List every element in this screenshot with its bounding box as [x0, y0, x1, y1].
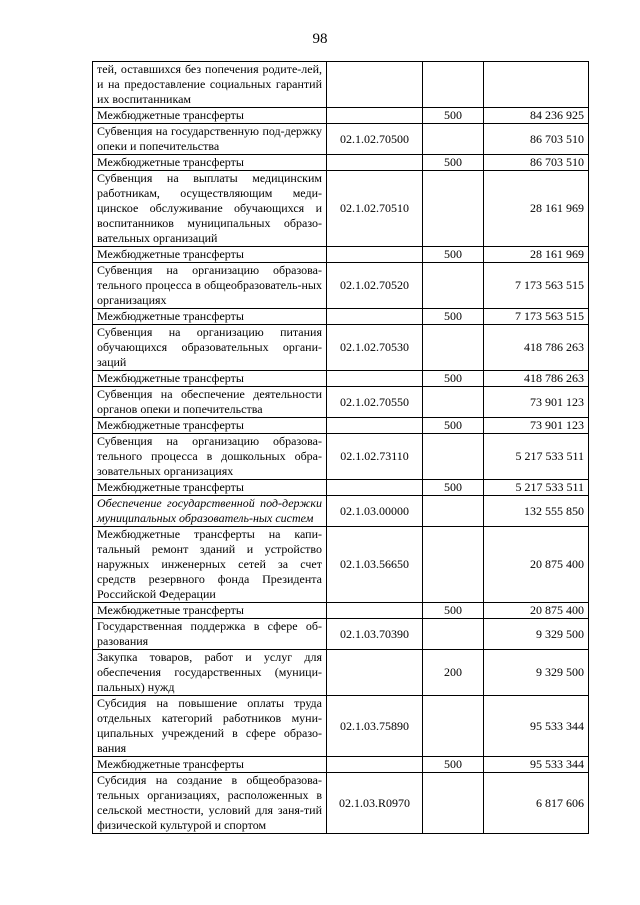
row-name-cell: тей, оставшихся без попечения родите-лей, и на предоставление социальных гарантий их воспитанникам [93, 62, 327, 108]
row-name-cell: Межбюджетные трансферты [93, 480, 327, 496]
row-name-cell: Межбюджетные трансферты [93, 603, 327, 619]
table-row [93, 371, 589, 387]
row-code-cell: 02.1.03.56650 [327, 527, 423, 603]
row-expense-type-cell [423, 619, 484, 650]
page-number: 98 [312, 31, 328, 47]
row-code-cell [327, 108, 423, 124]
row-code-cell: 02.1.03.70390 [327, 619, 423, 650]
table-row [93, 387, 589, 418]
row-sum-cell: 20 875 400 [484, 527, 589, 603]
row-name-cell: Закупка товаров, работ и услуг для обеспечения государственных (муници-пальных) нужд [93, 650, 327, 696]
row-code-cell: 02.1.03.75890 [327, 696, 423, 757]
row-name-cell: Межбюджетные трансферты [93, 757, 327, 773]
row-code-cell [327, 155, 423, 171]
table-row [93, 247, 589, 263]
row-sum-cell: 132 555 850 [484, 496, 589, 527]
table-row [93, 434, 589, 480]
table-row [93, 124, 589, 155]
row-name-cell: Субвенция на организацию образова-тельного процесса в общеобразователь-ных организациях [93, 263, 327, 309]
row-sum-cell: 5 217 533 511 [484, 434, 589, 480]
row-name-cell: Обеспечение государственной под-держки муниципальных образователь-ных систем [93, 496, 327, 527]
row-code-cell: 02.1.03.R0970 [327, 773, 423, 834]
row-name-cell: Межбюджетные трансферты [93, 309, 327, 325]
row-sum-cell: 73 901 123 [484, 418, 589, 434]
row-name-cell: Государственная поддержка в сфере об-разования [93, 619, 327, 650]
row-expense-type-cell: 500 [423, 603, 484, 619]
row-name-cell: Субвенция на выплаты медицинским работникам, осуществляющим меди-цинское обслуживание обучающихся и воспитанников муниципальных образо-вательных организаций [93, 171, 327, 247]
row-code-cell [327, 650, 423, 696]
table-row [93, 480, 589, 496]
row-expense-type-cell: 500 [423, 480, 484, 496]
row-code-cell: 02.1.02.70550 [327, 387, 423, 418]
row-code-cell [327, 62, 423, 108]
row-code-cell: 02.1.02.70520 [327, 263, 423, 309]
row-sum-cell: 418 786 263 [484, 371, 589, 387]
table-row [93, 418, 589, 434]
row-code-cell: 02.1.02.70530 [327, 325, 423, 371]
row-code-cell: 02.1.03.00000 [327, 496, 423, 527]
row-sum-cell: 28 161 969 [484, 171, 589, 247]
row-name-cell: Межбюджетные трансферты [93, 418, 327, 434]
row-sum-cell: 7 173 563 515 [484, 309, 589, 325]
row-sum-cell: 86 703 510 [484, 155, 589, 171]
table-row [93, 108, 589, 124]
row-name-cell: Субсидия на создание в общеобразова-тельных организациях, расположенных в сельской местности, условий для заня-тий физической культурой и спортом [93, 773, 327, 834]
row-code-cell [327, 247, 423, 263]
table-row [93, 527, 589, 603]
row-expense-type-cell [423, 124, 484, 155]
table-row [93, 62, 589, 108]
table-row [93, 496, 589, 527]
table-row [93, 155, 589, 171]
table-row [93, 757, 589, 773]
row-expense-type-cell [423, 263, 484, 309]
table-row [93, 263, 589, 309]
row-name-cell: Межбюджетные трансферты на капи-тальный ремонт зданий и устройство наружных инженерных сетей за счет средств резервного фонда Президента Российской Федерации [93, 527, 327, 603]
row-expense-type-cell: 500 [423, 108, 484, 124]
table-row [93, 171, 589, 247]
row-name-cell: Субвенция на организацию питания обучающихся образовательных органи-заций [93, 325, 327, 371]
table-row [93, 696, 589, 757]
row-sum-cell: 5 217 533 511 [484, 480, 589, 496]
row-name-cell: Межбюджетные трансферты [93, 155, 327, 171]
row-name-cell: Субвенция на организацию образова-тельного процесса в дошкольных обра-зовательных организациях [93, 434, 327, 480]
row-name-cell: Субвенция на обеспечение деятельности органов опеки и попечительства [93, 387, 327, 418]
row-name-cell: Межбюджетные трансферты [93, 371, 327, 387]
row-expense-type-cell [423, 496, 484, 527]
row-name-cell: Субвенция на государственную под-держку опеки и попечительства [93, 124, 327, 155]
row-code-cell: 02.1.02.73110 [327, 434, 423, 480]
table-row [93, 650, 589, 696]
row-expense-type-cell [423, 62, 484, 108]
row-code-cell: 02.1.02.70510 [327, 171, 423, 247]
row-expense-type-cell [423, 527, 484, 603]
row-sum-cell: 7 173 563 515 [484, 263, 589, 309]
row-sum-cell: 95 533 344 [484, 696, 589, 757]
row-name-cell: Межбюджетные трансферты [93, 247, 327, 263]
row-code-cell [327, 418, 423, 434]
row-expense-type-cell: 500 [423, 371, 484, 387]
row-code-cell [327, 480, 423, 496]
row-sum-cell: 28 161 969 [484, 247, 589, 263]
row-sum-cell: 418 786 263 [484, 325, 589, 371]
row-sum-cell [484, 62, 589, 108]
row-expense-type-cell [423, 434, 484, 480]
row-code-cell [327, 757, 423, 773]
row-code-cell [327, 371, 423, 387]
row-sum-cell: 9 329 500 [484, 650, 589, 696]
row-expense-type-cell [423, 171, 484, 247]
budget-table [92, 61, 589, 834]
row-sum-cell: 6 817 606 [484, 773, 589, 834]
row-sum-cell: 73 901 123 [484, 387, 589, 418]
row-code-cell [327, 309, 423, 325]
row-expense-type-cell: 500 [423, 418, 484, 434]
row-code-cell: 02.1.02.70500 [327, 124, 423, 155]
table-row [93, 773, 589, 834]
row-expense-type-cell: 500 [423, 155, 484, 171]
table-row [93, 619, 589, 650]
row-sum-cell: 95 533 344 [484, 757, 589, 773]
row-expense-type-cell: 500 [423, 757, 484, 773]
row-expense-type-cell: 200 [423, 650, 484, 696]
row-name-cell: Межбюджетные трансферты [93, 108, 327, 124]
row-code-cell [327, 603, 423, 619]
row-sum-cell: 86 703 510 [484, 124, 589, 155]
row-expense-type-cell [423, 325, 484, 371]
row-sum-cell: 20 875 400 [484, 603, 589, 619]
row-expense-type-cell [423, 773, 484, 834]
table-row [93, 309, 589, 325]
row-expense-type-cell [423, 696, 484, 757]
row-sum-cell: 84 236 925 [484, 108, 589, 124]
budget-table-body [93, 62, 589, 834]
row-sum-cell: 9 329 500 [484, 619, 589, 650]
row-expense-type-cell: 500 [423, 247, 484, 263]
row-expense-type-cell [423, 387, 484, 418]
row-name-cell: Субсидия на повышение оплаты труда отдельных категорий работников муни-ципальных учреждений в сфере образо-вания [93, 696, 327, 757]
row-expense-type-cell: 500 [423, 309, 484, 325]
table-row [93, 325, 589, 371]
table-row [93, 603, 589, 619]
